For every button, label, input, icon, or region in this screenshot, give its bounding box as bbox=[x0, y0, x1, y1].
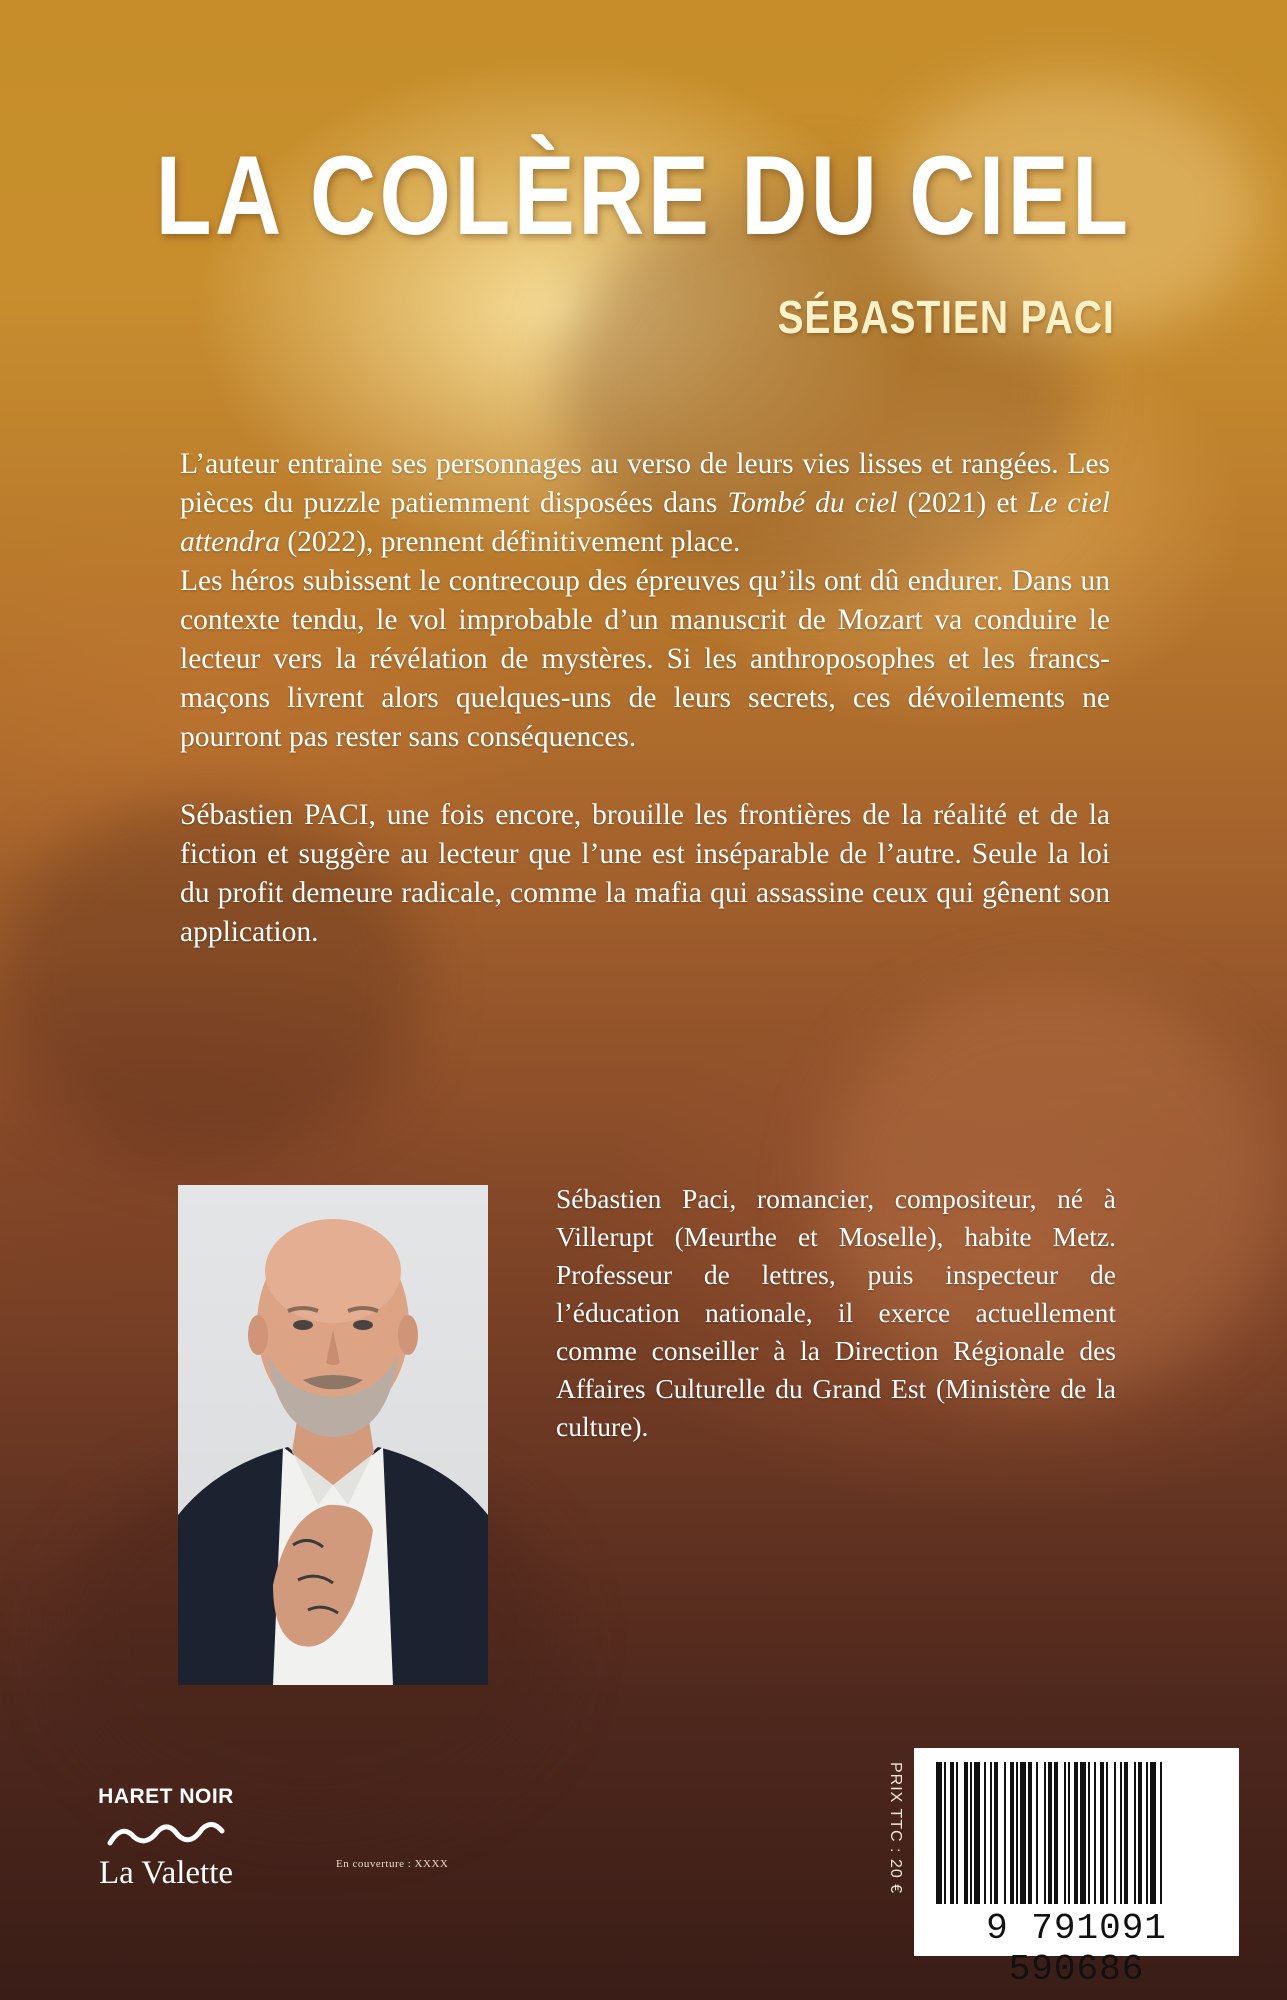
barcode-bar bbox=[1138, 1762, 1142, 1904]
publisher-name: La Valette bbox=[98, 1855, 234, 1891]
barcode-bar bbox=[1134, 1762, 1136, 1904]
barcode-bar bbox=[1124, 1762, 1128, 1904]
barcode-bar bbox=[984, 1762, 986, 1904]
isbn-number: 9 791091 590686 bbox=[986, 1908, 1167, 1990]
barcode-bar bbox=[1016, 1762, 1018, 1904]
barcode-bar bbox=[964, 1762, 968, 1904]
barcode-bar bbox=[1010, 1762, 1014, 1904]
back-cover-blurb bbox=[180, 445, 1110, 952]
barcode-bar bbox=[974, 1762, 980, 1904]
price-label bbox=[884, 1762, 904, 1912]
barcode-bar bbox=[1036, 1762, 1038, 1904]
barcode-bar bbox=[1094, 1762, 1096, 1904]
barcode-bar bbox=[944, 1762, 946, 1904]
barcode-bar bbox=[1004, 1762, 1006, 1904]
barcode-bar bbox=[1074, 1762, 1078, 1904]
barcode-bar bbox=[1068, 1762, 1070, 1904]
book-reference-1: Tombé du ciel bbox=[727, 487, 898, 519]
barcode-bars-icon bbox=[936, 1762, 1218, 1904]
barcode-bar bbox=[936, 1762, 942, 1904]
barcode-bar bbox=[1106, 1762, 1108, 1904]
publisher-logo bbox=[86, 1785, 246, 1892]
price-text: PRIX TTC : 20 € bbox=[887, 1762, 904, 1895]
barcode-bar bbox=[1054, 1762, 1058, 1904]
barcode bbox=[914, 1748, 1239, 1990]
book-author: SÉBASTIEN PACI bbox=[777, 291, 1115, 343]
barcode-bar bbox=[956, 1762, 958, 1904]
barcode-bar bbox=[994, 1762, 998, 1904]
barcode-bar bbox=[1064, 1762, 1066, 1904]
blurb-paragraph-3: Sébastien PACI, une fois encore, brouille les frontières de la réalité et de la fiction et suggère au lecteur que l’une est inséparable de l’autre. Seule la loi du profit demeure radicale, comme la mafia qui assassine ceux qui gênent son application. bbox=[180, 799, 1110, 948]
wave-logo-icon bbox=[106, 1817, 226, 1851]
publisher-imprint: HARET NOIR bbox=[98, 1785, 234, 1808]
barcode-bar bbox=[950, 1762, 954, 1904]
barcode-bar bbox=[1150, 1762, 1156, 1904]
book-reference-2: Le ciel attendra bbox=[180, 487, 1110, 558]
barcode-bar bbox=[1100, 1762, 1104, 1904]
author-photo bbox=[178, 1185, 488, 1685]
barcode-bar bbox=[970, 1762, 972, 1904]
barcode-bar bbox=[1044, 1762, 1046, 1904]
cover-credit: En couverture : XXXX bbox=[336, 1858, 449, 1870]
barcode-bar bbox=[990, 1762, 992, 1904]
blurb-paragraph-2: Les héros subissent le contrecoup des épreuves qu’ils ont dû endurer. Dans un contexte tendu, le vol improbable d’un manuscrit de Mozart va conduire le lecteur vers la révélation de mystères. Si les anthroposophes et les francs-maçons livrent alors quelques-uns de leurs secrets, ces dévoilements ne pourront pas rester sans conséquences. bbox=[180, 565, 1110, 753]
barcode-bar bbox=[1146, 1762, 1148, 1904]
barcode-bar bbox=[1028, 1762, 1032, 1904]
barcode-bar bbox=[1080, 1762, 1086, 1904]
barcode-bar bbox=[1114, 1762, 1116, 1904]
book-title: LA COLÈRE DU CIEL bbox=[155, 133, 1132, 258]
barcode-bar bbox=[1120, 1762, 1122, 1904]
barcode-bar bbox=[1020, 1762, 1026, 1904]
blurb-paragraph-1: L’auteur entraine ses personnages au verso de leurs vies lisses et rangées. Les pièces du puzzle patiemment disposées dans Tombé du ciel (2021) et Le ciel attendra (2022), prennent définitivement place. bbox=[180, 448, 1110, 558]
barcode-bar bbox=[1088, 1762, 1090, 1904]
barcode-bar bbox=[1048, 1762, 1052, 1904]
author-biography: Sébastien Paci, romancier, compositeur, né à Villerupt (Meurthe et Moselle), habite Metz. Professeur de lettres, puis inspecteur de l’éducation nationale, il exerce actuellement comme conseiller à la Direction Régionale des Affaires Culturelle du Grand Est (Ministère de la culture). bbox=[556, 1183, 1116, 1442]
author-portrait-illustration bbox=[178, 1185, 488, 1685]
barcode-bar bbox=[1160, 1762, 1162, 1904]
